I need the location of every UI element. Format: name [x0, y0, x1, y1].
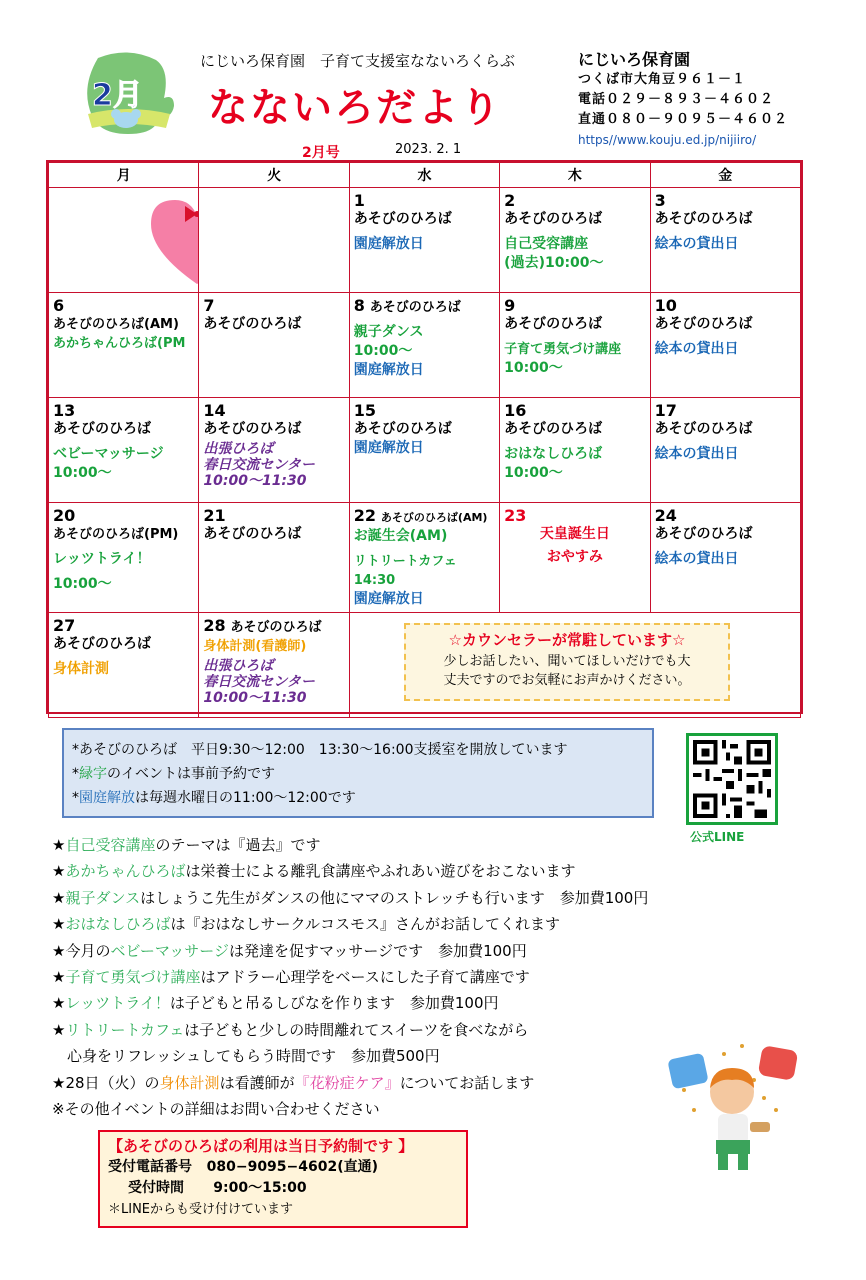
- event: 子育て勇気づけ講座: [504, 342, 622, 357]
- event: あそびのひろば: [53, 636, 151, 652]
- list-item: ★子育て勇気づけ講座はアドラー心理学をベースにした子育て講座です: [52, 968, 530, 987]
- website-link[interactable]: https//www.kouju.ed.jp/nijiiro/: [578, 133, 757, 147]
- event-description-list: [52, 832, 648, 1122]
- day-number: 13: [53, 401, 76, 420]
- qr-label: 公式LINE: [690, 830, 745, 844]
- list-item: ★おはなしひろばは『おはなしサークルコスモス』さんがお話してくれます: [52, 915, 561, 934]
- day-number: 27: [53, 616, 76, 635]
- calendar-cell-day-23: [500, 503, 650, 613]
- event: あそびのひろば: [504, 211, 603, 227]
- day-number: 14: [203, 401, 226, 420]
- calendar-cell-empty: [49, 188, 199, 293]
- event: あそびのひろば: [504, 316, 603, 332]
- calendar-cell-day-2: [500, 188, 650, 293]
- holiday-label: 天皇誕生日: [539, 526, 610, 542]
- event: おはなしひろば: [504, 446, 603, 462]
- day-number: 28: [203, 616, 226, 635]
- direct-phone: 直通０８０－９０９５－４６０２: [578, 112, 789, 127]
- issue-number: 2月号: [302, 145, 340, 161]
- event: 園庭解放日: [353, 591, 424, 607]
- event: 絵本の貸出日: [654, 446, 739, 462]
- calendar-cell-day-15: [349, 398, 499, 503]
- day-number: 15: [353, 401, 377, 420]
- event: あかちゃんひろば(PM: [53, 336, 186, 351]
- address: つくば市大角豆９６１－１: [578, 72, 747, 87]
- note-line: *あそびのひろば 平日9:30～12:00 13:30～16:00支援室を開放しています: [72, 742, 568, 758]
- day-header-mon: 月: [49, 163, 199, 188]
- event-time: (過去)10:00～: [504, 255, 604, 271]
- reservation-phone-row: 受付電話番号 080−9095−4602(直通): [108, 1159, 379, 1175]
- event: 園庭解放日: [353, 236, 424, 252]
- list-item: ※その他イベントの詳細はお問い合わせください: [52, 1100, 380, 1119]
- day-number: 17: [654, 401, 677, 420]
- event: あそびのひろば: [654, 211, 753, 227]
- calendar-cell-day-8: [349, 293, 499, 398]
- calendar-cell-day-13: [49, 398, 199, 503]
- event: 園庭解放日: [353, 362, 424, 378]
- event: 絵本の貸出日: [654, 341, 739, 357]
- day-number: 9: [504, 296, 516, 315]
- day-header-fri: 金: [650, 163, 800, 188]
- event: リトリートカフェ14:30: [353, 554, 457, 588]
- list-item: 心身をリフレッシュしてもらう時間です 参加費500円: [52, 1047, 440, 1066]
- day-number: 6: [53, 296, 65, 315]
- day-number: 21: [203, 506, 226, 525]
- calendar-cell-day-22: [349, 503, 499, 613]
- event: 自己受容講座: [504, 236, 589, 252]
- event: 絵本の貸出日: [654, 236, 739, 252]
- heart-bunny-icon: [145, 194, 199, 288]
- event-time: 10:00～11:30: [203, 690, 307, 706]
- event: あそびのひろば: [654, 316, 753, 332]
- day-header-tue: 火: [199, 163, 349, 188]
- list-item: ★28日（火）の身体計測は看護師が『花粉症ケア』についてお話します: [52, 1073, 535, 1092]
- line-qr-code-icon[interactable]: [686, 733, 778, 825]
- page-title: なないろだより: [208, 85, 502, 131]
- nursery-info: [578, 50, 788, 150]
- day-header-wed: 水: [349, 163, 499, 188]
- event: あそびのひろば: [203, 421, 302, 437]
- list-item: ★親子ダンスはしょうこ先生がダンスの他にママのストレッチも行います 参加費100円: [52, 888, 649, 907]
- day-number: 22: [353, 506, 377, 525]
- event: 身体計測: [53, 661, 109, 677]
- counselor-notice: [404, 623, 730, 701]
- calendar-cell-day-24: [650, 503, 800, 613]
- day-number: 8: [353, 296, 365, 315]
- day-header-thu: 木: [500, 163, 650, 188]
- counselor-text: 丈夫ですのでお気軽にお声かけください。: [443, 673, 691, 688]
- calendar-cell-day-20: [49, 503, 199, 613]
- event: あそびのひろば(AM): [380, 511, 488, 524]
- reservation-box: [98, 1130, 468, 1228]
- event: 絵本の貸出日: [654, 551, 739, 567]
- counselor-heading: ☆カウンセラーが常駐しています☆: [448, 631, 686, 649]
- event: あそびのひろば: [203, 316, 302, 332]
- event-time: 10:00～: [353, 343, 413, 359]
- event: 親子ダンス: [353, 324, 424, 340]
- event-time: 10:00～: [53, 465, 112, 481]
- calendar-cell-day-27: [49, 613, 199, 718]
- calendar-cell-day-16: [500, 398, 650, 503]
- event: あそびのひろば: [504, 421, 603, 437]
- setsubun-child-illustration-icon: [664, 1040, 804, 1175]
- calendar-cell-empty: [199, 188, 349, 293]
- list-item: ★自己受容講座のテーマは『過去』です: [52, 836, 321, 854]
- day-number: 23: [504, 506, 527, 525]
- list-item: ★レッツトライ！は子どもと吊るしびなを作ります 参加費100円: [52, 994, 499, 1013]
- calendar-cell-day-3: [650, 188, 800, 293]
- event: 身体計測(看護師): [203, 639, 307, 654]
- calendar-cell-day-21: [199, 503, 349, 613]
- day-number: 1: [353, 191, 365, 210]
- month-badge: 2月: [92, 78, 143, 113]
- event: あそびのひろば: [353, 421, 452, 437]
- calendar-cell-day-6: [49, 293, 199, 398]
- event: あそびのひろば: [353, 211, 452, 227]
- calendar-cell-day-7: [199, 293, 349, 398]
- event: レッツトライ！: [53, 551, 151, 567]
- reservation-heading: 【あそびのひろばの利用は当日予約制です 】: [108, 1137, 414, 1155]
- holiday-label: おやすみ: [546, 549, 603, 565]
- event: あそびのひろば: [369, 300, 461, 315]
- list-item: ★今月のベビーマッサージは発達を促すマッサージです 参加費100円: [52, 941, 527, 960]
- event: 春日交流センター: [203, 457, 315, 473]
- reservation-note: ＊LINEからも受け付けています: [108, 1202, 294, 1217]
- day-number: 24: [654, 506, 677, 525]
- nursery-name: にじいろ保育園: [578, 50, 691, 69]
- day-number: 7: [203, 296, 215, 315]
- org-line: にじいろ保育園 子育て支援室なないろくらぶ: [200, 52, 516, 70]
- event: あそびのひろば: [53, 421, 151, 437]
- issue-date: 2023. 2. 1: [395, 142, 462, 157]
- note-line: *緑字のイベントは事前予約です: [72, 766, 275, 782]
- calendar-cell-day-1: [349, 188, 499, 293]
- list-item: ★あかちゃんひろばは栄養士による離乳食講座やふれあい遊びをおこないます: [52, 862, 576, 881]
- counselor-text: 少しお話したい、聞いてほしいだけでも大: [443, 654, 691, 669]
- calendar-cell-day-17: [650, 398, 800, 503]
- day-number: 3: [654, 191, 666, 210]
- day-number: 10: [654, 296, 677, 315]
- event-time: 10:00～: [504, 465, 563, 481]
- event: あそびのひろば: [654, 526, 753, 542]
- calendar-cell-day-28: [199, 613, 349, 718]
- list-item: ★リトリートカフェは子どもと少しの時間離れてスイーツを食べながら: [52, 1020, 529, 1039]
- event: あそびのひろば(AM): [53, 317, 179, 332]
- event: お誕生会(AM): [353, 528, 448, 544]
- event: ベビーマッサージ: [53, 446, 164, 462]
- event-time: 10:00～: [504, 360, 563, 376]
- note-line: *園庭解放は毎週水曜日の11:00～12:00です: [72, 790, 356, 806]
- event: あそびのひろば: [230, 620, 322, 635]
- day-number: 16: [504, 401, 527, 420]
- event: 出張ひろば: [203, 441, 274, 457]
- calendar-cell-day-9: [500, 293, 650, 398]
- calendar-cell-day-10: [650, 293, 800, 398]
- event: 春日交流センター: [203, 674, 315, 690]
- event: あそびのひろば: [203, 526, 302, 542]
- phone: 電話０２９－８９３－４６０２: [578, 92, 775, 107]
- reservation-time-row: 受付時間 9:00～15:00: [128, 1180, 307, 1196]
- event: 出張ひろば: [203, 658, 274, 674]
- event-time: 10:00～: [53, 576, 112, 592]
- day-number: 20: [53, 506, 76, 525]
- calendar-cell-day-14: [199, 398, 349, 503]
- event-time: 10:00～11:30: [203, 473, 307, 489]
- info-note-box: [62, 728, 654, 818]
- event: あそびのひろば: [654, 421, 753, 437]
- event: 園庭解放日: [353, 440, 424, 456]
- event: あそびのひろば(PM): [53, 527, 179, 542]
- day-number: 2: [504, 191, 516, 210]
